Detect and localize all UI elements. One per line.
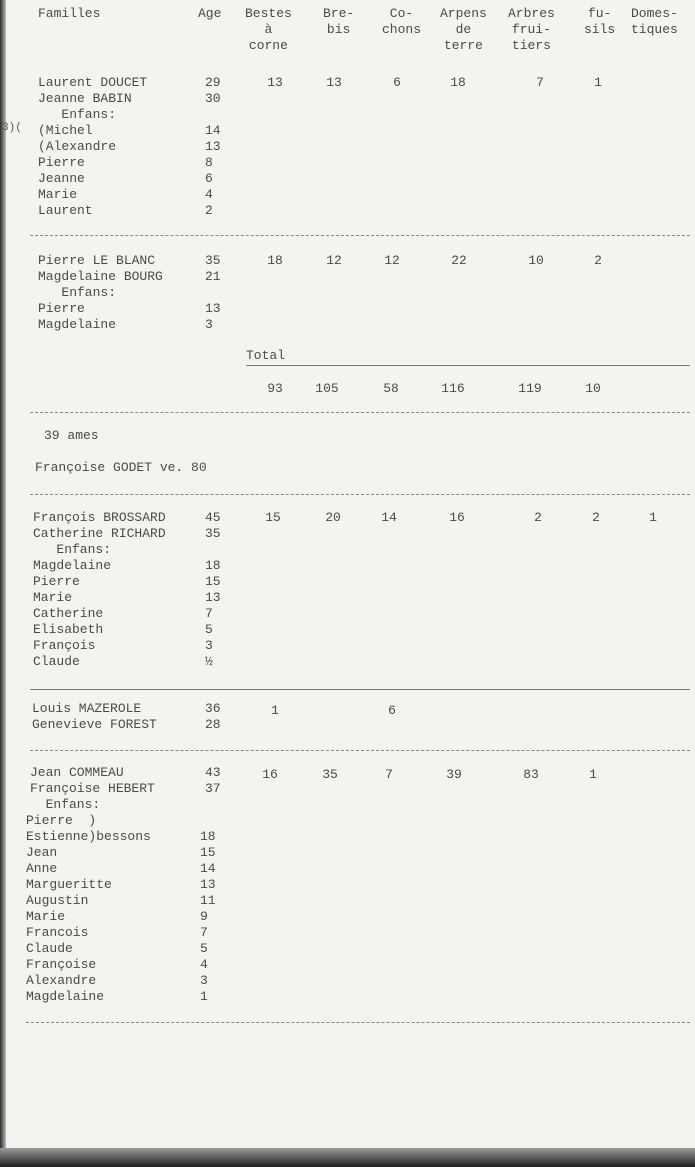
header-brebis: Bre- bis [323,6,355,37]
stat-bestes: 18 [267,253,283,268]
member-name: Estienne)bessons [26,829,151,844]
family-divider [30,689,690,690]
stat-arpens: 22 [451,253,467,268]
member-age: 13 [205,301,221,316]
member-name: Jeanne [38,171,85,186]
header-fusils: fu- sils [584,6,616,37]
member-age: 29 [205,75,221,90]
member-name: Enfans: [30,797,101,812]
header-cochons: Co- chons [382,6,422,37]
total-arbres: 119 [518,381,542,396]
member-age: 14 [205,123,221,138]
stat-cochons: 7 [385,767,393,782]
member-name: Augustin [26,893,89,908]
member-name: Marie [38,187,78,202]
page-bottom-edge [0,1148,695,1167]
member-age: 7 [205,606,213,621]
member-age: 5 [200,941,208,956]
member-name: Magdelaine BOURG [38,269,163,284]
section-divider [30,412,690,413]
total-bestes: 93 [267,381,283,396]
stat-fusils: 1 [594,75,602,90]
member-name: Marie [33,590,73,605]
member-age: 8 [205,155,213,170]
member-age: 28 [205,717,221,732]
member-name: Enfans: [38,285,117,300]
header-arpens: Arpens de terre [440,6,487,53]
member-name: Jean [26,845,58,860]
member-age: 36 [205,701,221,716]
stat-arbres: 83 [523,767,539,782]
member-name: Enfans: [38,107,117,122]
member-age: 21 [205,269,221,284]
member-name: Catherine [33,606,104,621]
member-name: Jeanne BABIN [38,91,132,106]
member-name: Jean COMMEAU [30,765,124,780]
page-binding-shadow [0,0,6,1167]
stat-brebis: 13 [326,75,342,90]
member-name: Louis MAZEROLE [32,701,142,716]
member-name: Catherine RICHARD [33,526,166,541]
ames-count: 39 ames [44,428,99,443]
member-age: 1 [200,989,208,1004]
member-name: Marie [26,909,66,924]
stat-arpens: 18 [450,75,466,90]
member-name: Françoise [26,957,97,972]
header-domestiques: Domes- tiques [631,6,678,37]
stat-arbres: 7 [536,75,544,90]
stat-arbres: 10 [528,253,544,268]
member-name: Pierre ) [26,813,97,828]
margin-note: 3)( [2,122,22,134]
member-age: 37 [205,781,221,796]
member-name: François BROSSARD [33,510,166,525]
stat-domestiques: 1 [649,510,657,525]
member-age: 15 [205,574,221,589]
total-fusils: 10 [585,381,601,396]
member-age: 3 [205,317,213,332]
stat-fusils: 2 [594,253,602,268]
member-name: Françoise HEBERT [30,781,155,796]
member-name: Laurent DOUCET [38,75,148,90]
member-name: Pierre LE BLANC [38,253,156,268]
member-age: 13 [205,590,221,605]
member-age: 3 [205,638,213,653]
member-name: Magdelaine [33,558,112,573]
member-age: 45 [205,510,221,525]
member-age: 2 [205,203,213,218]
stat-brebis: 35 [322,767,338,782]
widow-entry: Françoise GODET ve. 80 [35,460,207,475]
member-age: 4 [205,187,213,202]
stat-fusils: 1 [589,767,597,782]
family-divider [30,494,690,495]
member-name: Pierre [33,574,80,589]
member-name: Pierre [38,301,85,316]
member-age: 14 [200,861,216,876]
member-age: 3 [200,973,208,988]
stat-arpens: 39 [446,767,462,782]
member-age: 13 [205,139,221,154]
member-age: 30 [205,91,221,106]
member-name: Enfans: [33,542,112,557]
member-age: 9 [200,909,208,924]
member-name: Claude [26,941,73,956]
member-name: (Alexandre [38,139,117,154]
header-arbres: Arbres frui- tiers [508,6,555,53]
member-name: Laurent [38,203,93,218]
member-name: Genevieve FOREST [32,717,157,732]
stat-cochons: 14 [381,510,397,525]
member-name: Alexandre [26,973,97,988]
member-age: 35 [205,526,221,541]
stat-bestes: 13 [267,75,283,90]
member-age: 43 [205,765,221,780]
stat-fusils: 2 [592,510,600,525]
total-label: Total [246,348,286,363]
total-cochons: 58 [383,381,399,396]
family-divider [30,750,690,751]
member-age: 6 [205,171,213,186]
stat-cochons: 6 [393,75,401,90]
stat-brebis: 20 [325,510,341,525]
member-name: Margueritte [26,877,112,892]
member-age: 4 [200,957,208,972]
member-age: 7 [200,925,208,940]
stat-arpens: 16 [449,510,465,525]
total-brebis: 105 [315,381,339,396]
member-age: 13 [200,877,216,892]
stat-bestes: 1 [271,703,279,718]
member-name: François [33,638,96,653]
member-age: 5 [205,622,213,637]
member-name: Claude [33,654,80,669]
total-arpens: 116 [441,381,465,396]
family-divider [26,1022,690,1023]
member-name: Magdelaine [38,317,117,332]
member-name: Magdelaine [26,989,105,1004]
stat-brebis: 12 [326,253,342,268]
member-name: Francois [26,925,89,940]
member-age: 35 [205,253,221,268]
total-rule [246,365,690,366]
member-age: 18 [200,829,216,844]
member-age: 15 [200,845,216,860]
member-name: Pierre [38,155,85,170]
stat-bestes: 15 [265,510,281,525]
member-name: Elisabeth [33,622,104,637]
member-age: 18 [205,558,221,573]
family-divider [30,235,690,236]
member-name: (Michel [38,123,93,138]
member-age: ½ [205,654,213,669]
stat-cochons: 12 [384,253,400,268]
header-bestes: Bestes à corne [245,6,292,53]
member-age: 11 [200,893,216,908]
stat-cochons: 6 [388,703,396,718]
member-name: Anne [26,861,58,876]
stat-bestes: 16 [262,767,278,782]
header-age: Age [198,6,222,21]
stat-arbres: 2 [534,510,542,525]
header-familles: Familles [38,6,101,21]
